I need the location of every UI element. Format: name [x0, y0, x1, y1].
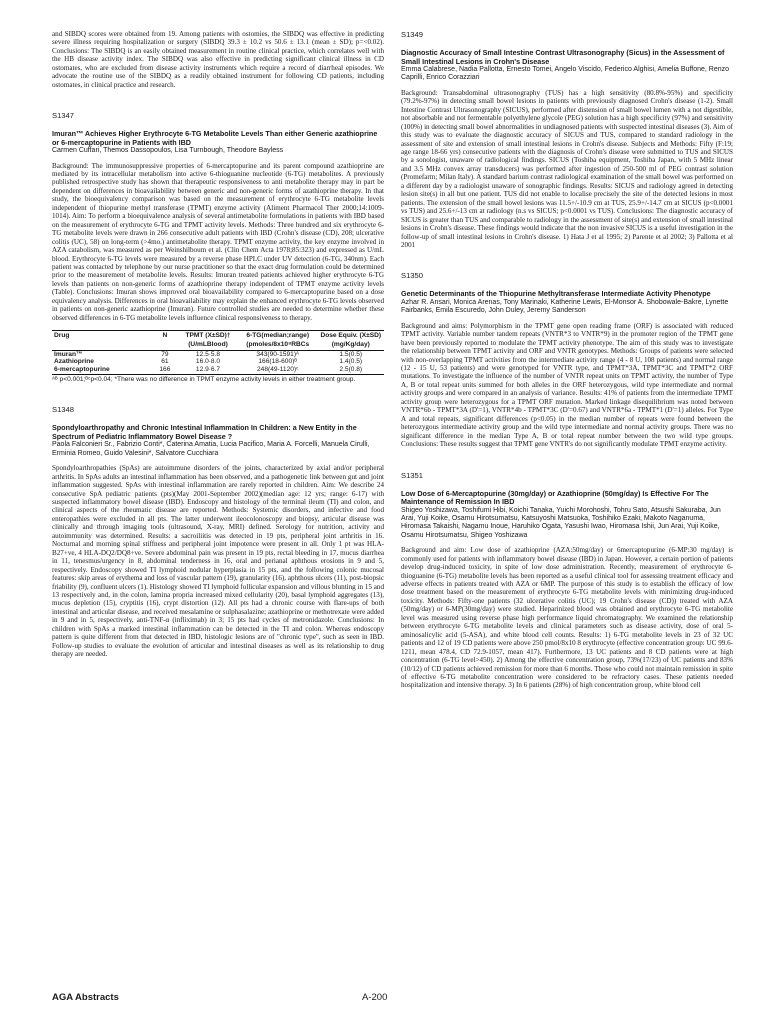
abstract-s1349 [401, 30, 733, 249]
abstract-title: Imuran™ Achieves Higher Erythrocyte 6-TG Metabolite Levels Than either Generic azathioprine or 6-mercaptopurine in Patients with IBD [52, 129, 378, 147]
table-cell: 2.5(0.8) [339, 365, 363, 373]
right-column [401, 30, 733, 690]
abstract-body: Background: Transabdominal ultrasonography (TUS) has a high sensitivity (80.8%-95%) and specificity (79.2%-97%) in detecting small bowel lesions in patients with previously diagnosed Crohn's disease (1-2). Small Intestine Contrast Ultrasonography (SICUS), performed after distension of small bowel lumen with a not digestible, not absorbable and not fermentable polyethylene glycole (PEG) solution has a high specificity (97%) and sensitivity (100%) in detecting small bowel abnormalities in undiagnosed patients with suspected intestinal diseases (3). Aim of this study was to evaluate the diagnostic accuracy of SICUS and TUS, compared to standard radiology in the assessment of site and extension of small intestinal lesions in Crohn's disease. Subjects and Methods: Fifty (F:19; age range 18-66 yrs) consecutive patients with the diagnosis of Crohn's disease were submitted to TUS and SICUS by a sonologist, unaware of radiological findings. SICUS (Toshiba equipment, Toshiba Japan, with 5 MHz linear and 3.5 MHz convex array transducers) was performed after ingestion of 250-500 ml of PEG contrast solution (Promefarm; Milan Italy). A standard barium contrast radiological examination of the small bowel was performed on a different day by a radiologist unaware of sonographic findings. Results: SICUS and radiology agreed in detecting lesion site(s) in all but one patient. TUS did not enable to localise precisely the site of the detected lesions in most patients. The extension of the small bowel lesions was 11.5+/-10.9 cm at TUS, 25.9+/-14.7 cm at SICUS (p<0.0001 vs TUS) and 25.6+/-13 cm at radiology (n.s vs SICUS; p<0.0001 vs TUS). Conclusions: The diagnostic accuracy of SICUS is greater than TUS and comparable to radiology in the assessment of site(s) and extension of small intestinal lesions in Crohn's disease. These findings would indicate that the non invasive SICUS is a useful investigation in the follow-up of small intestinal lesions in Crohn's disease. 1) Hata J et al 1995; 2) Parente et al 2002; 3) Pallotta et al 2001 [401, 88, 733, 249]
abstract-authors: Paola Falconieri Sr., Fabrizio Conti*, Caterina Amatia, Lucia Pacifico, Maria A. Forcelli, Manuela Cirulli, Erminia Romeo, Guido Valesini*, Salvatore Cucchiara [52, 441, 370, 457]
journal-name: AGA Abstracts [52, 992, 119, 1003]
table-cell: 166(18-600)ᴮ [258, 358, 298, 366]
abstract-id: S1348 [52, 405, 74, 415]
table-row [52, 358, 384, 366]
table-cell: 16.0·8.0 [195, 358, 221, 366]
abstract-authors: Carmen Cuffari, Themos Dassopoulos, Lisa Turnbough, Theodore Bayless [52, 147, 284, 155]
abstract-authors: Shigeo Yoshizawa, Toshifumi Hibi, Koichi Tanaka, Yuichi Morohoshi, Tohru Sato, Atsushi Sakuraba, Jun Arai, Yuji Koike, Osamu Hirotsumatsu, Katsuyoshi Matsuoka, Toshihiko Ezaki, Makoto Naganuma, Hiromasa Takaishi, Nagamu Inoue, Haruhiko Ogata, Yasushi Iwao, Hiromasa Ishii, Jun Arai, Yuji Koike, Osamu Hirotsumatsu, Shigeo Yoshizawa [401, 506, 721, 539]
abstract-s1347 [52, 111, 384, 383]
abstract-title: Genetic Determinants of the Thiopurine Methyltransferase Intermediate Activity Phenotype [401, 289, 711, 299]
continued-abstract-text: and SIBDQ scores were obtained from 19. Among patients with ostomies, the SIBDQ was effective in predicting severe illness requiring hospitalization or surgery (SIBDQ 39.3 ± 10.2 vs 50.6 ± 13.1 (mean ± SD); p=<0.02). Conclusions: The SIBDQ is an easily obtained measurement in routine clinical practice, which correlates well with the HB disease activity index. The SIBDQ was also effective in predicting significant clinical illness in CD ostomates, who are excluded from disease activity instruments which require a record of diarrheal episodes. We advocate the routine use of the SIBDQ as a readily obtained instrument for following CD patients, including ostomates, in clinical practice and research. [52, 30, 384, 89]
table-header: Dose Equiv. (X±SD) [318, 331, 384, 341]
table-row [52, 350, 384, 358]
table-cell: Imuran™ [54, 350, 83, 358]
abstract-title: Diagnostic Accuracy of Small Intestine Contrast Ultrasonography (Sicus) in the Assessment of Small Intestinal Lesions in Crohn's Disease [401, 48, 725, 66]
table-header: TPMT (X±SD)† [178, 331, 238, 341]
table-cell: 6-mercaptopurine [54, 365, 110, 373]
table-unit: (U/mLBlood) [178, 340, 238, 350]
table-cell: 12.9·6.7 [195, 365, 221, 373]
table-cell: 343(90-1591)ᴬ [256, 350, 300, 358]
abstract-s1348 [52, 405, 384, 658]
table-cell: 1.5(0.5) [339, 350, 363, 358]
abstract-body: Spondyloarthropathies (SpAs) are autoimmune disorders of the joints, characterized by axial and/or peripheral arthritis. In SpAs adults an intestinal inflammation has been observed, and a pathogenetic link between gut and joint inflammation suggested. SpAs with intestinal inflammation are rarely reported in children. Aim: We describe 24 consecutive SpA pediatric patients (pts)(May 2001-September 2002)(median age: 12 yrs; range: 6-17) with suspected inflammatory bowel disease (IBD). Endoscopy and histology of the terminal ileum (TI) and colon, and clinical aspects of the rheumatic disease are reported. Methods: Systemic disorders, and infective and food enteropathies were excluded in all pts. The latter underwent ileocolonoscopy and biopsy, articular disease was clinically and through imaging tools (ultrasound, X-ray, MRI) defined. Serology for nutrition, activity and autoimmunity was determined. Results: a sacroiliitis was detected in 19 pts, peripheral joint arthritis in 16. Nocturnal and morning spinal stiffness and peripheral joint impotence were present in all. Only 1 pt was HLA-B27+ve, 4 HLA-DQ2/DQ8+ve. Severe abdominal pain was present in 19 pts, rectal bleeding in 17, mucus diarrhea in 11, tenesmus/urgency in 8, abdominal tenderness in 16, oral and perianal aphthous erosions in 9 and 5, respectively. Endoscopy showed TI lymphoid nodular hyperplasia in 15 pts, and the following colonic mucosal features: skip areas of erythema and loss of vascular pattern (19), granularity (16), aphthous ulcers (11), post-biopsic friability (9), confluent ulcers (1). Histology showed TI lymphoid follicular expansion and villous blunting in 15 and 13 respectively and, in the colon, lamina propria increased mixed cellularity (20), basal lymphoid aggregates (13), mucus depletion (15), cryptitis (16), crypt distortion (12). All pts had a chronic course with flare-ups of both intestinal and articular disease, and received mesalamine or sulphasalazine; azathioprine or methotrexate were added in 9 and in 5, respectively, anti-TNF-α (infliximab) in 3; 15 pts had cycles of metronidazole. Conclusions: In children with SpAs a marked intestinal inflammation can be detected in the TI and colon. Whereas endoscopy pattern is quite different from that detected in IBD, histologic lesions are of "chronic type", such as seen in IBD. Follow-up studies to evaluate the evolution of articular and intestinal diseases as well as its relationship to drug therapy are needed. [52, 464, 384, 659]
abstract-body: Background and aim: Low dose of azathioprine (AZA:50mg/day) or 6mercaptopurine (6-MP:30 mg/day) is commonly used for patients with inflammatory bowel disease (IBD) in Japan. However, a certain portion of patients develop drug-induced toxicity, in spite of low dose administration. Recently, measurement of erythrocyte 6-thioguanine (6-TG) metabolite levels has been reported as a useful clinical tool for assessing treatment efficacy and adverse effects in patients treated with AZA or 6MP. The purpose of this study is to establish the efficacy of low dose treatment based on the measurement of erythrocyte 6-TG metabolite levels with minimizing drug-induced toxicity. Methods: Fifty-one patients (32 ulcerative colitis (UC); 19 Crohn's disease (CD)) treated with AZA (50mg/day) or 6-MP(30mg/day) were studied. Heparinized blood was obtained and erythrocyte 6-TG metabolite level was measured using reverse phase high performance liquid chromatography. We examined the relationship between erythrocyte 6-TG metabolite levels and clinical parameters such as disease activity, dose of oral 5-aminosalicylic acid (5-ASA), and white blood cell counts. Results: 1) 6-TG metabolite levels in 23 of 32 UC patients and 12 of 19 CD patients were above 250 pmol/8x10 8 erythrocyte (effective concentration group: UC 99.6-1211, mean 478.4, CD 72.9-1057, mean 417). Furthermore, 13 UC patients and 8 CD patients were at high concentration (6-TG level>450). 2) Among the effective concentration group, 73%(17/23) of UC patients and 83%(10/12) of CD patients achieved remission for more than 6 months. Those who could not maintain remission in spite of effective 6-TG metabolite concentration were considered to be refractory cases. These patients needed hospitalization and intensive therapy. 3) In 6 patients (28%) of high concentration group, white blood cell [401, 546, 733, 690]
abstract-body: Background: The immunosuppressive properties of 6-mercaptopurine and its parent compound azathioprine are mediated by its intracellular metabolism into active 6-thioguanine nucleotide (6-TG) metabolites. A previously published retrospective study has shown that therapeutic responsiveness to anti metabolite therapy may in part be dependent on differences in bioavailability between generic and non-generic forms of azathioprine therapy. In that study, the bioequivalency comparison was based on the measurement of erythrocyte 6-TG metabolite levels independent of thiopurine methyl transferase (TPMT) enzyme activity (Aliment Pharmacol Ther 2000;14:1009-1014). Aim: To perform a bioequivalence analysis of several antimetabolite formulations in patients with IBD based on the measurement of erythrocyte 6-TG and TPMT activity levels. Methods: Three hundred and six erythrocyte 6-TG metabolite levels were drawn in 266 consecutive adult patients with IBD (Crohn's disease (CD), 208; ulcerative colitis (UC), 58) on long-term (>4mo.) antimetabolite therapy. TPMT enzyme activity, the key enzyme involved in AZA catabolism, was measured as per Weinshilboum et al. (Clin Chem Acta 1978;85:323) and expressed as U/mL blood. Erythrocyte 6-TG levels were measured by a reverse phase HPLC under UV detection (6-TG, 340nm). Each patient was contacted by telephone by our nurse practitioner so that the exact drug formulation could be determined prior to the measurement of metabolite levels. Results: Imuran treated patients achieved higher erythrocyte 6-TG levels than patients on non-generic forms of azathioprine therapy independent of TPMT enzyme activity levels (Table). Conclusions: Imuran shows improved oral bioavailability compared to 6-mercaptopurine based on a dose equivalency analysis. Differences in oral bioavailability may explain the enhanced erythrocyte 6-TG levels observed in patients on non-generic azathioprine (Imuran). Future controlled studies are needed to determine whether these observed differences in 6-TG metabolite levels influence clinical responsiveness to therapy. [52, 161, 384, 322]
table-cell: 12.5·5.8 [195, 350, 221, 358]
table-unit: (pmoles/8x10⁸RBCs [238, 340, 318, 350]
table-header: 6-TG(median;range) [238, 331, 318, 341]
abstract-authors: Azhar R. Ansari, Monica Arenas, Tony Marinaki, Katherine Lewis, El-Monsor A. Shobowale-Bakre, Lynette Fairbanks, Emila Escuredo, John Duley, Jeremy Sanderson [401, 298, 729, 315]
abstract-id: S1351 [401, 470, 423, 480]
table-unit: (mg/Kg/day) [318, 340, 384, 350]
page-number: A-200 [362, 992, 388, 1003]
table-row [52, 366, 384, 374]
table-header: Drug [52, 331, 152, 341]
table-unit [152, 340, 179, 350]
table-cell: 79 [161, 350, 169, 358]
abstract-id: S1347 [52, 111, 74, 121]
abstract-id: S1349 [401, 30, 423, 39]
abstract-authors: Emma Calabrese, Nadia Pallotta, Ernesto Tomei, Angelo Viscido, Federico Alghisi, Amelia Buffone, Renzo Caprilli, Enrico Corazziari [401, 66, 730, 82]
table-header: N [152, 331, 179, 341]
table-cell: 166 [159, 365, 171, 373]
table-cell: Azathioprine [54, 358, 94, 366]
left-column [52, 30, 384, 659]
results-table [52, 330, 384, 373]
abstract-title: Spondyloarthropathy and Chronic Intestinal Inflammation In Children: a New Entity in the Spectrum of Pediatric Inflammatory Bowel Disease ? [52, 423, 357, 441]
abstract-s1350 [401, 271, 733, 448]
abstract-title: Low Dose of 6-Mercaptopurine (30mg/day) or Azathioprine (50mg/day) Is Effective For The Maintenance of Remission In IBD [401, 488, 709, 507]
abstract-s1351 [401, 471, 733, 690]
table-unit [52, 340, 152, 350]
abstract-id: S1350 [401, 271, 423, 281]
abstract-body: Background and aims: Polymorphism in the TPMT gene open reading frame (ORF) is associated with reduced TPMT activity. Variable number tandem repeats (VNTR*3 to VNTR*9) in the promoter region of the TPMT gene have been previously reported to modulate the TPMT activity phenotype. The aim of this study was to investigate the relationship between TPMT activity and ORF and VNTR genotypes. Methods: Groups of patients were selected with non-overlapping TPMT activities from the intermediate activity range (4 - 8 U, 108 patients) and normal range (12 - 15 U, 53 patients) and were genotyped for VNTR type, and TPMT*3A, TPMT*3C and TPMT*2 ORF mutations. To investigate the influence of the number of VNTR repeat units on TPMT activity, the number of Type A, B or total repeat units summed for both alleles in the ORF heterozygous, wild type intermediate and normal activity groups and were compared in an analysis of variance. Results: 41% of patients from the intermediate TPMT activity group were heterozygous for a TPMT ORF mutation. Marked linkage disequilibrium was noted between VNTR*6b - TPMT*3A (D'=1), VNTR*4b - TPMT*3C (D'=0.67) and VNTR*6a - TPMT*1 (D'=1) alleles. For Type A and total repeats, significant differences (p<0.05) in the median number of repeats were found between the heterozygous intermediate activity group and the wild type intermediate and normal activity groups. There was no significant difference in the median Type A, B or total repeat number between the two wild type groups. Conclusions: These results suggest that TPMT gene VNTR's do not significantly modulate TPMT enzyme activity. [401, 321, 733, 449]
table-cell: 1.4(0.5) [339, 358, 363, 366]
table-cell: 248(49-1120)ᶜ [257, 365, 299, 373]
table-footnote: ᴬᴮ p<0.001;ᴮᶜp<0.04; *There was no difference in TPMT enzyme activity levels in either treatment group. [52, 374, 384, 384]
table-cell: 61 [161, 358, 169, 366]
